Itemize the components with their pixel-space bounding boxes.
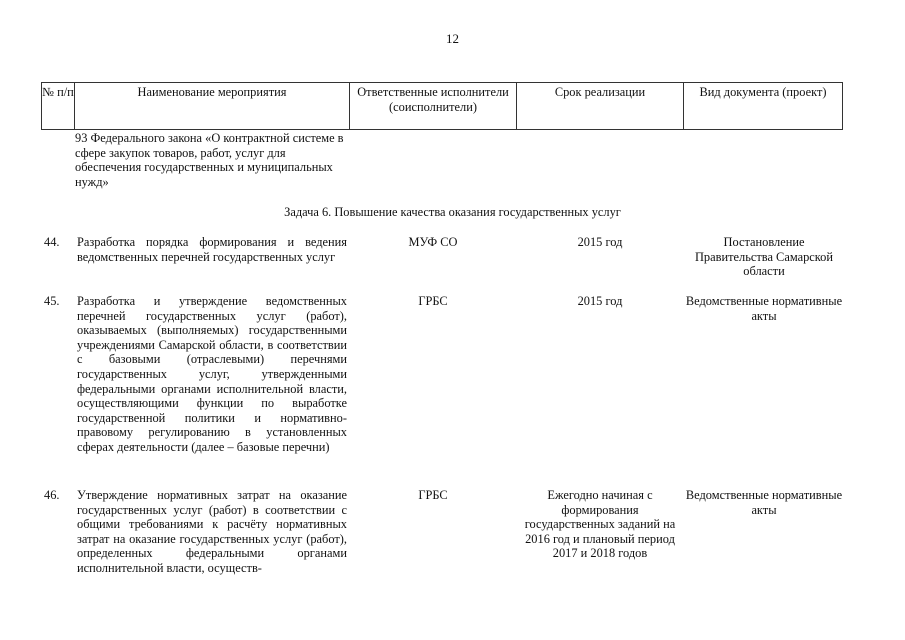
header-name: Наименование мероприятия <box>74 83 349 129</box>
continuation-text: 93 Федерального закона «О контрактной системе в сфере закупок товаров, работ, услуг для обеспечения государственных и муниципальных нужд» <box>75 131 344 189</box>
page-number: 12 <box>446 31 459 46</box>
row-doc: Ведомственные нормативные акты <box>685 294 843 323</box>
table-header <box>41 82 843 130</box>
row-doc: Ведомственные нормативные акты <box>685 488 843 517</box>
row-num: 46. <box>44 488 60 502</box>
header-responsible: Ответственные исполнители (соисполнители) <box>349 83 516 129</box>
row-responsible: ГРБС <box>418 294 448 308</box>
row-term: 2015 год <box>577 294 623 308</box>
row-name: Утверждение нормативных затрат на оказание государственных услуг (работ) в соответствии с общими требованиями к расчёту нормативных затрат на оказание государственных услуг (работ), определенных федеральными органами исполнительной власти, осуществ- <box>77 488 347 575</box>
row-responsible: МУФ СО <box>408 235 458 249</box>
task-title: Задача 6. Повышение качества оказания государственных услуг <box>284 205 621 219</box>
row-term: Ежегодно начиная с формирования государственных заданий на 2016 год и плановый период 2017 и 2018 годов <box>524 488 676 561</box>
row-term: 2015 год <box>577 235 623 249</box>
row-num: 44. <box>44 235 60 249</box>
row-num: 45. <box>44 294 60 308</box>
row-doc: Постановление Правительства Самарской области <box>694 235 833 279</box>
header-num: № п/п <box>42 85 74 99</box>
row-name: Разработка порядка формирования и ведения ведомственных перечней государственных услуг <box>77 235 347 264</box>
header-doc: Вид документа (проект) <box>683 83 842 129</box>
header-term: Срок реализации <box>516 83 683 129</box>
row-responsible: ГРБС <box>418 488 448 502</box>
row-name: Разработка и утверждение ведомственных перечней государственных услуг (работ), оказываемых (выполняемых) государственными учреждениями Самарской области, в соответствии с базовыми (отраслевыми) перечнями государственных услуг, утвержденными федеральными органами исполнительной власти, осуществляющими функции по выработке государственной политики и нормативно-правовому регулированию в установленных сферах деятельности (далее – базовые перечни) <box>77 294 347 454</box>
